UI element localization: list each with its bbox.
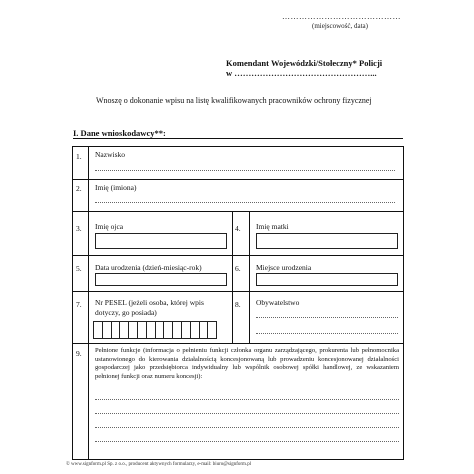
row-divider xyxy=(73,343,403,344)
functions-field-line[interactable] xyxy=(95,399,399,400)
field-3-number: 3. xyxy=(76,224,82,233)
field-6-number: 6. xyxy=(235,264,241,273)
father-name-input[interactable] xyxy=(95,233,227,249)
field-9-number: 9. xyxy=(76,349,82,358)
field-5-number: 5. xyxy=(76,264,82,273)
field-7-number: 7. xyxy=(76,300,82,309)
footer-credit: © www.signform.pl Sp. z o.o., producent aktywnych formularzy, e-mail: biuro@signform.pl xyxy=(66,462,252,467)
row-divider xyxy=(73,179,403,180)
mother-name-label: Imię matki xyxy=(256,222,289,231)
middle-column-divider xyxy=(232,211,233,343)
functions-field-line[interactable] xyxy=(95,427,399,428)
place-date-dots[interactable]: …………………………………… xyxy=(282,12,401,21)
birth-date-label: Data urodzenia (dzień-miesiąc-rok) xyxy=(95,263,202,272)
father-name-label: Imię ojca xyxy=(95,222,124,231)
pesel-input[interactable] xyxy=(93,321,216,339)
number-column-divider xyxy=(88,147,89,459)
given-names-label: Imię (imiona) xyxy=(95,183,137,192)
functions-field-line[interactable] xyxy=(95,413,399,414)
section-title: I. Dane wnioskodawcy**: xyxy=(73,128,166,138)
surname-field[interactable] xyxy=(95,170,395,171)
request-title: Wnoszę o dokonanie wpisu na listę kwalifikowanych pracowników ochrony fizycznej xyxy=(96,96,372,105)
functions-description: Pełnione funkcje (informacja o pełnieniu funkcji członka organu zarządzającego, prokurenta lub pełnomocnika ustanowionego do kierowania działalnością koncesjonowaną lub prowadzeniu koncesjonowanej działalności gospodarczej jako przedsiębiorca indywidualny lub wspólnik osobowej spółki handlowej, ze wskazaniem pełnionej funkcji oraz numeru koncesji): xyxy=(95,347,399,380)
addressee-line-2[interactable]: w …………………………………………... xyxy=(226,68,377,78)
row-divider xyxy=(73,291,403,292)
field-2-number: 2. xyxy=(76,184,82,193)
addressee-line-1: Komendant Wojewódzki/Stołeczny* Policji xyxy=(226,58,383,68)
birth-place-input[interactable] xyxy=(256,273,398,286)
row-divider xyxy=(73,211,403,212)
field-1-number: 1. xyxy=(76,152,82,161)
citizenship-field[interactable] xyxy=(256,317,398,318)
given-names-field[interactable] xyxy=(95,202,395,203)
birth-date-input[interactable] xyxy=(95,273,227,286)
field-4-number: 4. xyxy=(235,224,241,233)
citizenship-label: Obywatelstwo xyxy=(256,298,300,307)
row-divider xyxy=(73,255,403,256)
applicant-form xyxy=(72,146,404,460)
field-8-number: 8. xyxy=(235,300,241,309)
surname-label: Nazwisko xyxy=(95,150,125,159)
pesel-label-line-1: Nr PESEL (jeżeli osoba, której wpis xyxy=(95,298,204,307)
pesel-digit-cell[interactable] xyxy=(207,321,217,339)
birth-place-label: Miejsce urodzenia xyxy=(256,263,312,272)
citizenship-field-line-2[interactable] xyxy=(256,333,398,334)
section-underline xyxy=(73,138,403,139)
functions-field-line[interactable] xyxy=(95,441,399,442)
pesel-label-line-2: dotyczy, go posiada) xyxy=(95,308,157,317)
place-date-label: (miejscowość, data) xyxy=(312,22,368,30)
middle-number-divider xyxy=(249,211,250,343)
mother-name-input[interactable] xyxy=(256,233,398,249)
